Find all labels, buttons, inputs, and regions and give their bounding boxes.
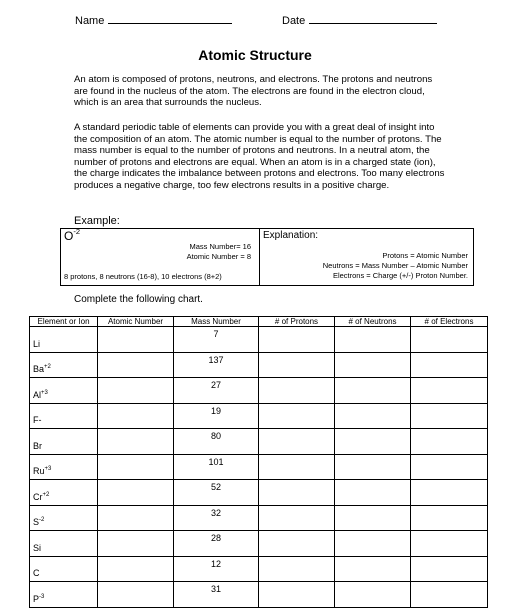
element-symbol-text: Ru [33, 466, 45, 476]
col-header-electrons: # of Electrons [411, 317, 488, 327]
mass-number-cell [174, 403, 259, 429]
explanation-neutrons: Neutrons = Mass Number – Atomic Number [322, 260, 468, 270]
neutrons-cell[interactable] [335, 454, 411, 480]
chart-instruction: Complete the following chart. [74, 294, 203, 305]
neutrons-cell[interactable] [335, 582, 411, 608]
mass-number-value: 101 [208, 456, 224, 467]
atomic-number-cell[interactable] [98, 505, 174, 531]
example-divider [259, 229, 260, 285]
example-mass-number: Mass Number= 16 [189, 242, 251, 251]
atomic-number-cell[interactable] [98, 429, 174, 455]
table-row [30, 505, 488, 531]
protons-cell[interactable] [259, 378, 335, 404]
neutrons-cell[interactable] [335, 352, 411, 378]
protons-cell[interactable] [259, 505, 335, 531]
name-field[interactable] [75, 14, 232, 27]
element-cell [30, 582, 98, 608]
element-charge: +2 [42, 491, 50, 498]
electrons-cell[interactable] [411, 327, 488, 353]
neutrons-cell[interactable] [335, 327, 411, 353]
date-blank-line[interactable] [309, 14, 437, 24]
neutrons-cell[interactable] [335, 480, 411, 506]
table-row [30, 480, 488, 506]
protons-cell[interactable] [259, 454, 335, 480]
example-label: Example: [74, 215, 120, 227]
element-symbol-text: Si [33, 542, 42, 553]
element-charge: +3 [41, 389, 48, 396]
col-header-atomic-number: Atomic Number [98, 317, 174, 327]
neutrons-cell[interactable] [335, 505, 411, 531]
example-numbers [187, 242, 251, 262]
element-charge: -3 [39, 593, 45, 600]
mass-number-value: 27 [210, 380, 221, 390]
element-symbol [33, 517, 44, 527]
element-symbol-text: P [33, 593, 40, 604]
col-header-mass-number: Mass Number [174, 317, 259, 327]
mass-number-cell [174, 429, 259, 455]
mass-number-value: 32 [210, 507, 221, 518]
element-symbol [33, 364, 51, 374]
element-charge: -2 [39, 517, 45, 523]
example-ion-charge: -2 [73, 227, 81, 236]
mass-number-value: 80 [210, 431, 221, 441]
explanation-electrons: Electrons = Charge (+/-) Proton Number. [332, 270, 468, 280]
protons-cell[interactable] [259, 327, 335, 353]
mass-number-value: 7 [213, 329, 219, 339]
element-symbol [33, 390, 48, 400]
protons-cell[interactable] [259, 556, 335, 582]
protons-cell[interactable] [259, 531, 335, 557]
electrons-cell[interactable] [411, 454, 488, 480]
atomic-number-cell[interactable] [98, 378, 174, 404]
element-charge: +2 [44, 364, 51, 370]
element-symbol [33, 441, 42, 451]
neutrons-cell[interactable] [335, 403, 411, 429]
atomic-chart-table [29, 316, 488, 608]
mass-number-cell [174, 505, 259, 531]
electrons-cell[interactable] [411, 582, 488, 608]
protons-cell[interactable] [259, 480, 335, 506]
page-title: Atomic Structure [198, 47, 312, 63]
element-symbol [33, 568, 40, 578]
electrons-cell[interactable] [411, 480, 488, 506]
name-label: Name [75, 15, 105, 27]
col-header-protons: # of Protons [259, 317, 335, 327]
mass-number-cell [174, 556, 259, 582]
element-charge: +3 [44, 466, 52, 472]
protons-cell[interactable] [259, 582, 335, 608]
example-box [60, 228, 474, 286]
element-symbol [33, 466, 51, 476]
explanation-title: Explanation: [263, 230, 319, 241]
atomic-number-cell[interactable] [98, 582, 174, 608]
protons-cell[interactable] [259, 429, 335, 455]
element-symbol-text: F- [33, 415, 42, 425]
electrons-cell[interactable] [411, 429, 488, 455]
neutrons-cell[interactable] [335, 556, 411, 582]
element-symbol-text: S [33, 517, 40, 527]
element-cell [30, 429, 98, 455]
electrons-cell[interactable] [411, 556, 488, 582]
neutrons-cell[interactable] [335, 531, 411, 557]
mass-number-value: 28 [210, 533, 221, 543]
element-symbol [33, 594, 44, 604]
table-header-row [30, 317, 488, 327]
date-label: Date [282, 15, 306, 27]
element-cell [30, 403, 98, 429]
element-cell [30, 556, 98, 582]
mass-number-value: 137 [208, 354, 224, 365]
element-symbol-text: Ba [33, 364, 45, 374]
table-row [30, 556, 488, 582]
atomic-number-cell[interactable] [98, 454, 174, 480]
element-symbol [33, 339, 40, 349]
table-row [30, 429, 488, 455]
element-cell [30, 454, 98, 480]
explanation-lines [323, 251, 468, 280]
element-symbol-text: C [33, 568, 40, 578]
table-row [30, 403, 488, 429]
example-summary: 8 protons, 8 neutrons (16-8), 10 electrons (8+2) [64, 272, 222, 281]
element-symbol-text: Al [33, 389, 42, 400]
date-field[interactable] [282, 14, 437, 27]
element-cell [30, 505, 98, 531]
protons-cell[interactable] [259, 352, 335, 378]
mass-number-cell [174, 352, 259, 378]
element-symbol-text: Cr [33, 491, 43, 502]
neutrons-cell[interactable] [335, 378, 411, 404]
element-symbol-text: Br [33, 440, 42, 451]
mass-number-cell [174, 378, 259, 404]
mass-number-cell [174, 454, 259, 480]
atomic-number-cell[interactable] [98, 403, 174, 429]
atomic-number-cell[interactable] [98, 327, 174, 353]
atomic-number-cell[interactable] [98, 556, 174, 582]
intro-paragraph: An atom is composed of protons, neutrons, and electrons. The protons and neutrons are found in the nucleus of the atom. The electrons are found in the electron cloud, which is an area that surrounds the nucleus. [74, 74, 433, 109]
mass-number-value: 31 [210, 584, 221, 594]
element-symbol [33, 543, 41, 553]
mass-number-cell [174, 582, 259, 608]
col-header-neutrons: # of Neutrons [335, 317, 411, 327]
mass-number-cell [174, 531, 259, 557]
name-blank-line[interactable] [108, 14, 232, 24]
table-row [30, 378, 488, 404]
electrons-cell[interactable] [411, 531, 488, 557]
atomic-number-cell[interactable] [98, 480, 174, 506]
atomic-number-cell[interactable] [98, 352, 174, 378]
neutrons-cell[interactable] [335, 429, 411, 455]
electrons-cell[interactable] [411, 505, 488, 531]
example-ion [64, 228, 80, 243]
table-row [30, 531, 488, 557]
mass-number-value: 52 [210, 482, 221, 492]
example-ion-symbol: O [64, 229, 74, 243]
electrons-cell[interactable] [411, 352, 488, 378]
mass-number-value: 19 [210, 405, 221, 416]
mass-number-cell [174, 327, 259, 353]
table-row [30, 582, 488, 608]
table-row [30, 352, 488, 378]
element-cell [30, 378, 98, 404]
mass-number-cell [174, 480, 259, 506]
table-body [30, 327, 488, 608]
electrons-cell[interactable] [411, 378, 488, 404]
example-atomic-number: Atomic Number = 8 [186, 252, 251, 261]
electrons-cell[interactable] [411, 403, 488, 429]
periodic-table-paragraph: A standard periodic table of elements can provide you with a great deal of insight into the composition of an atom. The atomic number is equal to the number of protons. The mass number is equal to the number of protons and neutrons. In a neutral atom, the number of protons and electrons are equal. When an atom is in a charged state (ion), the charge indicates the imbalance between protons and electrons. Too many electrons produces a negative charge, too few electrons results in a positive charge. [74, 122, 445, 191]
element-cell [30, 531, 98, 557]
protons-cell[interactable] [259, 403, 335, 429]
atomic-number-cell[interactable] [98, 531, 174, 557]
element-symbol [33, 492, 49, 502]
col-header-element: Element or Ion [30, 317, 98, 327]
table-row [30, 454, 488, 480]
explanation-protons: Protons = Atomic Number [382, 251, 468, 260]
element-cell [30, 352, 98, 378]
element-cell [30, 480, 98, 506]
mass-number-value: 12 [210, 558, 221, 569]
table-row [30, 327, 488, 353]
element-symbol-text: Li [33, 338, 41, 349]
element-cell [30, 327, 98, 353]
element-symbol [33, 415, 42, 425]
